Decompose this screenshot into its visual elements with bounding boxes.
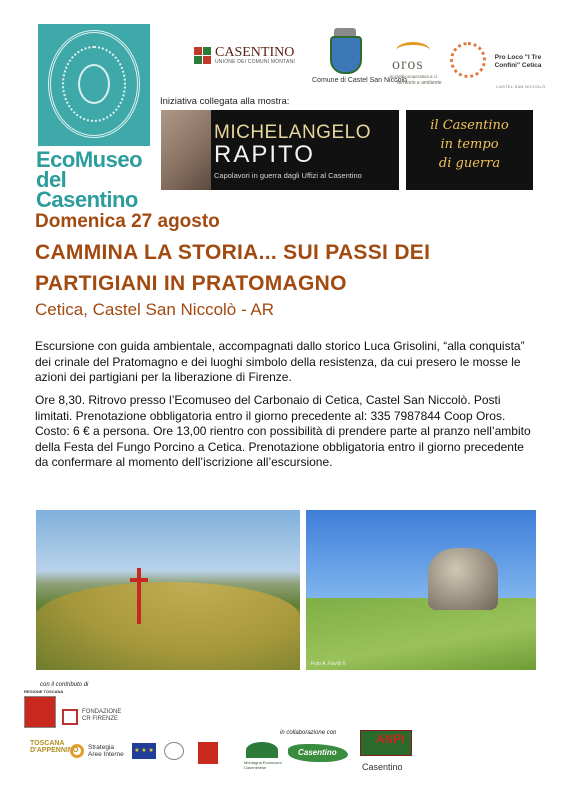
event-details: Ore 8,30. Ritrovo presso l’Ecomuseo del Carbonaio di Cetica, Castel San Niccolò. Posti limitati. Prenotazione obbligatoria entro il giorno precedente al: 335 7987844 Coop Oros. Costo: 6 € a persona. Ore 13,00 rientro con possibilità di prendere parte al pranzo nell’ambito della Festa del Fungo Porcino a Cetica. Prenotazione obbligatoria entro il giorno precedente da confermare al momento dell’iscrizione all’escursione. <box>35 393 531 469</box>
event-date: Domenica 27 agosto <box>35 211 220 232</box>
cairn-meadow <box>306 598 536 670</box>
guerra-banner-text <box>406 116 533 173</box>
casentino-squares-icon <box>194 47 211 64</box>
comune-crest-icon <box>330 36 362 74</box>
ecomuseo-name-line1: EcoMuseo <box>36 147 143 172</box>
casentino-logo-subtext: UNIONE DEI COMUNI MONTANI <box>215 59 295 65</box>
sculpture-image <box>161 110 211 190</box>
fondazione-cr-icon <box>62 709 78 725</box>
guerra-line2: in tempo <box>440 137 499 152</box>
tosc-app-line1: TOSCANA <box>30 740 65 747</box>
proloco-name: Pro Loco "I Tre Confini" Cetica <box>494 54 542 69</box>
ecomuseo-name <box>36 147 156 212</box>
photo-credit: Foto A. Favilli © <box>311 661 347 667</box>
comune-label: Comune di Castel San Niccolò <box>312 77 407 84</box>
guerra-line3: di guerra <box>438 156 501 171</box>
regione-toscana-label: REGIONE TOSCANA <box>24 689 64 694</box>
event-description: Escursione con guida ambientale, accompagnati dallo storico Luca Grisolini, “alla conquista” dei crinale del Pratomagno e dei luoghi simbolo della resistenza, da cui presero le mosse le azioni dei partigiani per la liberazione di Firenze. <box>35 339 525 384</box>
strategia-aree-interne <box>88 744 124 758</box>
red-cross-arm <box>130 578 148 582</box>
pratomagno-hill <box>36 582 300 670</box>
casentino-green-text: Casentino <box>298 748 337 757</box>
casentino-unione-logo <box>194 46 295 65</box>
fondazione-line1: FONDAZIONE <box>82 709 122 715</box>
stone-cairn <box>428 548 498 610</box>
regione-small-logo <box>198 742 218 764</box>
montagna-ecomuseo-icon <box>246 742 278 758</box>
oros-tagline: Territorio e ambiente <box>396 80 442 86</box>
mostra-title: MICHELANGELO <box>214 122 371 143</box>
mostra-title-rapito: RAPITO <box>214 141 315 168</box>
guerra-line1: il Casentino <box>430 118 509 133</box>
tosc-app-line2: D'APPENNINO <box>30 747 79 754</box>
event-title-line2: PARTIGIANI IN PRATOMAGNO <box>35 272 347 295</box>
anpi-logo-text: ANPI <box>376 732 405 746</box>
mostra-subtitle: Capolavori in guerra dagli Uffizi al Casentino <box>214 171 362 180</box>
strategia-line1: Strategia <box>88 744 115 751</box>
anpi-casentino-label: Casentino <box>362 762 403 772</box>
strategia-icon <box>70 744 84 758</box>
proloco-sun-icon <box>450 42 486 78</box>
crest-crown-icon <box>334 28 356 36</box>
proloco-subtext: CASTEL SAN NICCOLÒ <box>496 84 546 89</box>
fondazione-cr-name <box>82 709 121 723</box>
casentino-logo-text: CASENTINO <box>215 45 295 60</box>
collaborazione-label: in collaborazione con <box>280 730 337 736</box>
iniziativa-label: Iniziativa collegata alla mostra: <box>160 96 290 107</box>
montagna-ecomuseo-label: Montagna Ecomuseo Casentinese <box>244 760 282 770</box>
strategia-line2: Aree Interne <box>88 751 124 758</box>
regione-toscana-logo <box>24 696 56 728</box>
eu-stars: ★ ★ ★ <box>134 748 154 754</box>
event-title-line1: CAMMINA LA STORIA... SUI PASSI DEI <box>35 241 431 264</box>
event-place: Cetica, Castel San Niccolò - AR <box>35 300 275 319</box>
oros-subtext: società cooperativa a r.l. <box>390 74 439 79</box>
fondazione-line2: CR FIRENZE <box>82 716 118 722</box>
ecomuseo-name-line2: del Casentino <box>36 167 138 212</box>
repubblica-emblem-icon <box>164 742 184 760</box>
ecomuseo-logo-center <box>78 64 110 104</box>
oros-logo-text: oros <box>392 56 424 73</box>
red-cross-monument <box>137 568 141 624</box>
contributo-label: con il contributo di <box>40 682 89 688</box>
